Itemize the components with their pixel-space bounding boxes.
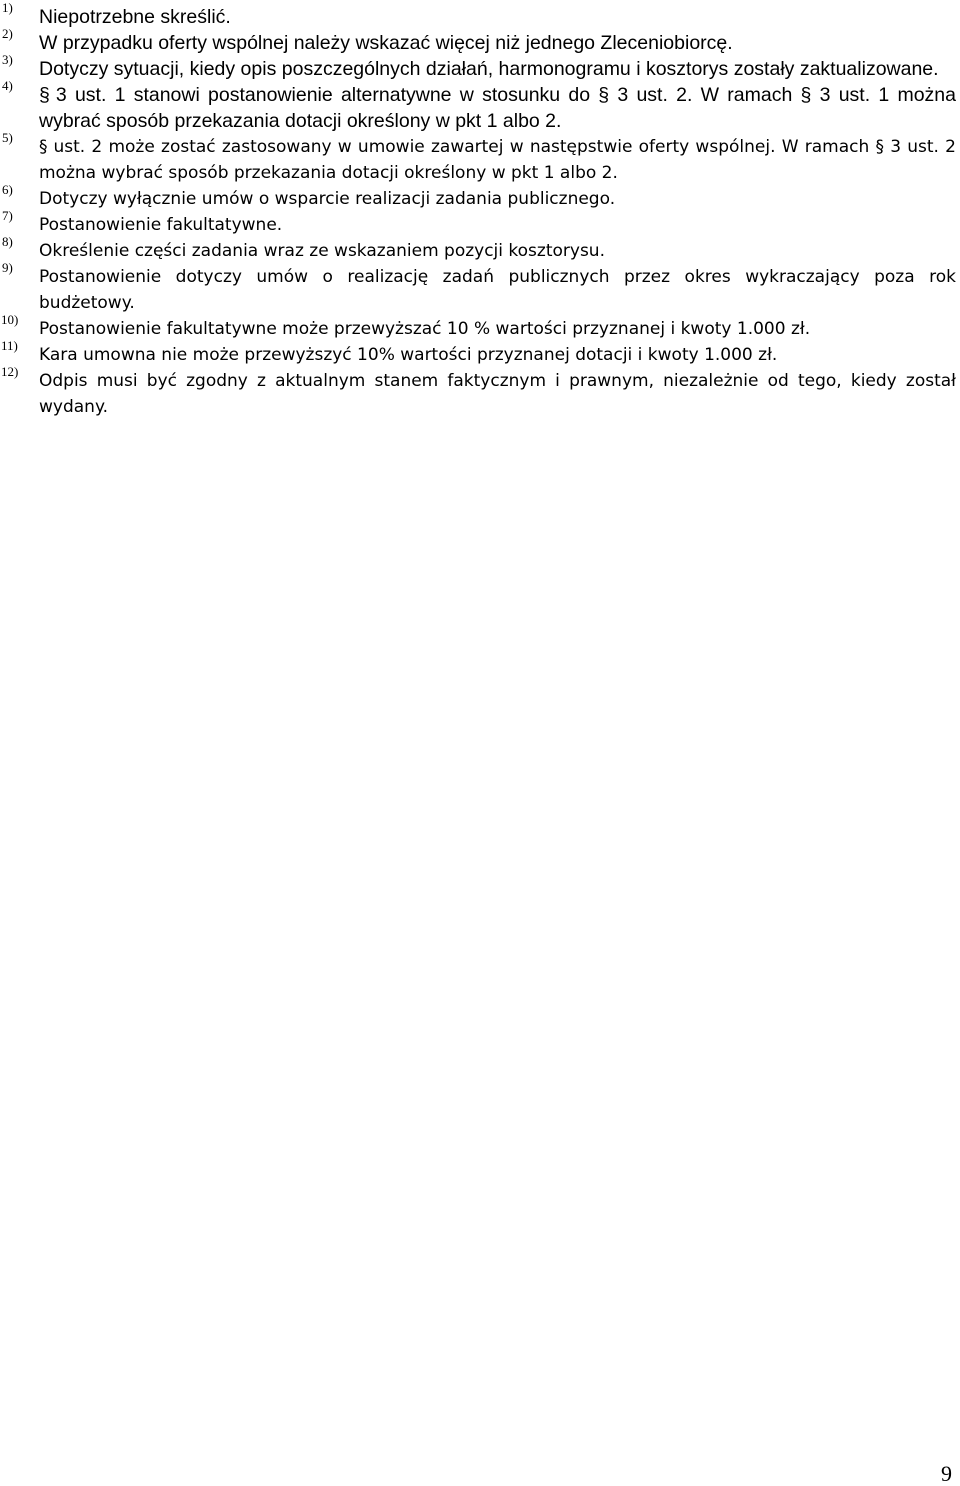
footnote-11	[0, 338, 960, 368]
footnote-6	[0, 182, 960, 212]
page-number: 9	[941, 1461, 952, 1486]
footnote-number: 4)	[2, 78, 13, 93]
footnote-text: Dotyczy wyłącznie umów o wsparcie realizacji zadania publicznego.	[39, 189, 616, 209]
footnote-10	[0, 312, 960, 342]
footnote-2	[0, 26, 960, 56]
footnote-12	[0, 364, 960, 420]
footnote-number: 3)	[2, 52, 13, 67]
footnote-3	[0, 52, 960, 82]
footnote-text: Dotyczy sytuacji, kiedy opis poszczególnych działań, harmonogramu i kosztorys zostały zaktualizowane.	[39, 58, 939, 80]
footnote-text: Postanowienie dotyczy umów o realizację zadań publicznych przez okres wykraczający poza rok budżetowy.	[39, 267, 956, 313]
footnote-number: 6)	[2, 182, 13, 197]
footnote-5	[0, 130, 960, 186]
footnote-text: 3 ust. 1 stanowi postanowienie alternatywne w stosunku do § 3 ust. 2. W ramach § 3 ust. 1 można wybrać sposób przekazania dotacji określony w pkt 1 albo 2.	[39, 84, 956, 132]
footnote-number: 10)	[1, 312, 19, 327]
footnote-text: ust. 2 może zostać zastosowany w umowie zawartej w następstwie oferty wspólnej. W ramach § 3 ust. 2 można wybrać sposób przekazania dotacji określony w pkt 1 albo 2.	[39, 137, 956, 183]
footnotes-section	[0, 0, 960, 420]
footnote-text: Niepotrzebne skreślić.	[39, 6, 231, 28]
footnote-text: Postanowienie fakultatywne.	[39, 215, 283, 235]
footnote-text: Postanowienie fakultatywne może przewyższać 10 % wartości przyznanej i kwoty 1.000 zł.	[39, 319, 811, 339]
footnote-text: Odpis musi być zgodny z aktualnym stanem faktycznym i prawnym, niezależnie od tego, kiedy został wydany.	[39, 371, 956, 417]
footnote-text: Kara umowna nie może przewyższyć 10% wartości przyznanej dotacji i kwoty 1.000 zł.	[39, 345, 778, 365]
footnote-4	[0, 78, 960, 134]
footnote-number: 2)	[2, 26, 13, 41]
footnote-number: 9)	[2, 260, 13, 275]
footnote-8	[0, 234, 960, 264]
footnote-number: 5)	[2, 130, 13, 145]
footnote-number: 7)	[2, 208, 13, 223]
footnote-number: 11)	[1, 338, 18, 353]
footnote-number: 1)	[2, 0, 13, 15]
footnote-number: 12)	[1, 364, 19, 379]
footnote-1	[0, 0, 960, 30]
footnote-7	[0, 208, 960, 238]
section-sign: §	[39, 84, 50, 106]
footnote-number: 8)	[2, 234, 13, 249]
footnote-text: Określenie części zadania wraz ze wskazaniem pozycji kosztorysu.	[39, 241, 605, 261]
footnote-9	[0, 260, 960, 316]
section-sign: §	[39, 137, 48, 157]
footnote-text: W przypadku oferty wspólnej należy wskazać więcej niż jednego Zleceniobiorcę.	[39, 32, 733, 54]
